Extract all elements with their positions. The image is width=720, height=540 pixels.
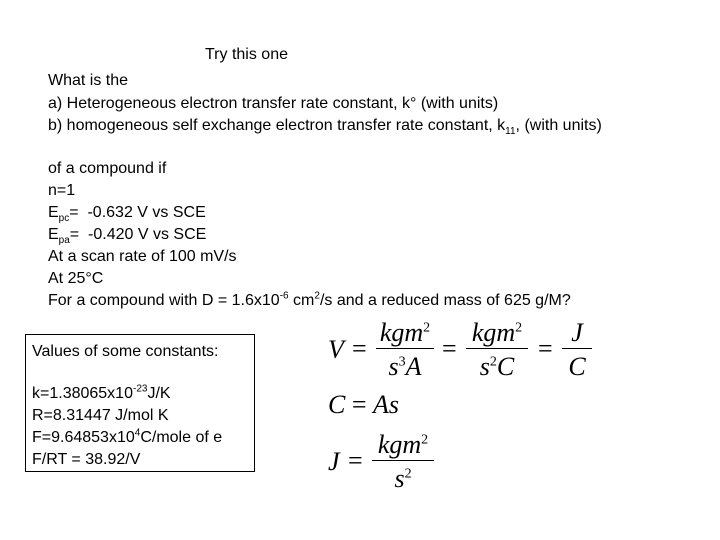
question-context: of a compound if <box>48 160 167 177</box>
slide-title: Try this one <box>205 46 288 63</box>
constants-box <box>25 334 255 472</box>
coulomb-equation: C = As <box>328 390 400 419</box>
n-value: n=1 <box>48 182 76 199</box>
volt-equation: V = kgm$^2$ $s^3A$ = kgm$^2$ $s^2C$ = J C <box>328 318 598 388</box>
joule-equation: J = kgm$^2$ $s^2$ <box>328 430 468 500</box>
constant-f-rt: F/RT = 38.92/V <box>32 451 141 468</box>
question-part-a: a) Heterogeneous electron transfer rate constant, k° (with units) <box>48 95 499 112</box>
constant-f: $F=9.64853x10^4C$/mole of e <box>32 427 223 446</box>
compound-info: For a compound with $D = 1.6x10^{-6}$ $cm^2/s$ and a reduced mass of 625 g/M? <box>48 290 571 309</box>
epc-value: $E_{pc}= -0.632$ V vs SCE <box>48 204 206 225</box>
question-part-b: b) homogeneous self exchange electron transfer rate constant, $k_{11}$, (with units) <box>48 117 602 138</box>
constant-r: R=8.31447 J/mol K <box>32 407 169 424</box>
epa-value: $E_{pa}= -0.420$ V vs SCE <box>48 226 207 247</box>
constant-k: $k=1.38065x10^{-23}J/K$ <box>32 383 171 402</box>
constants-title: Values of some constants: <box>32 343 219 360</box>
temperature: At 25°C <box>48 270 104 287</box>
question-intro: What is the <box>48 72 129 89</box>
scan-rate: At a scan rate of 100 mV/s <box>48 248 237 265</box>
